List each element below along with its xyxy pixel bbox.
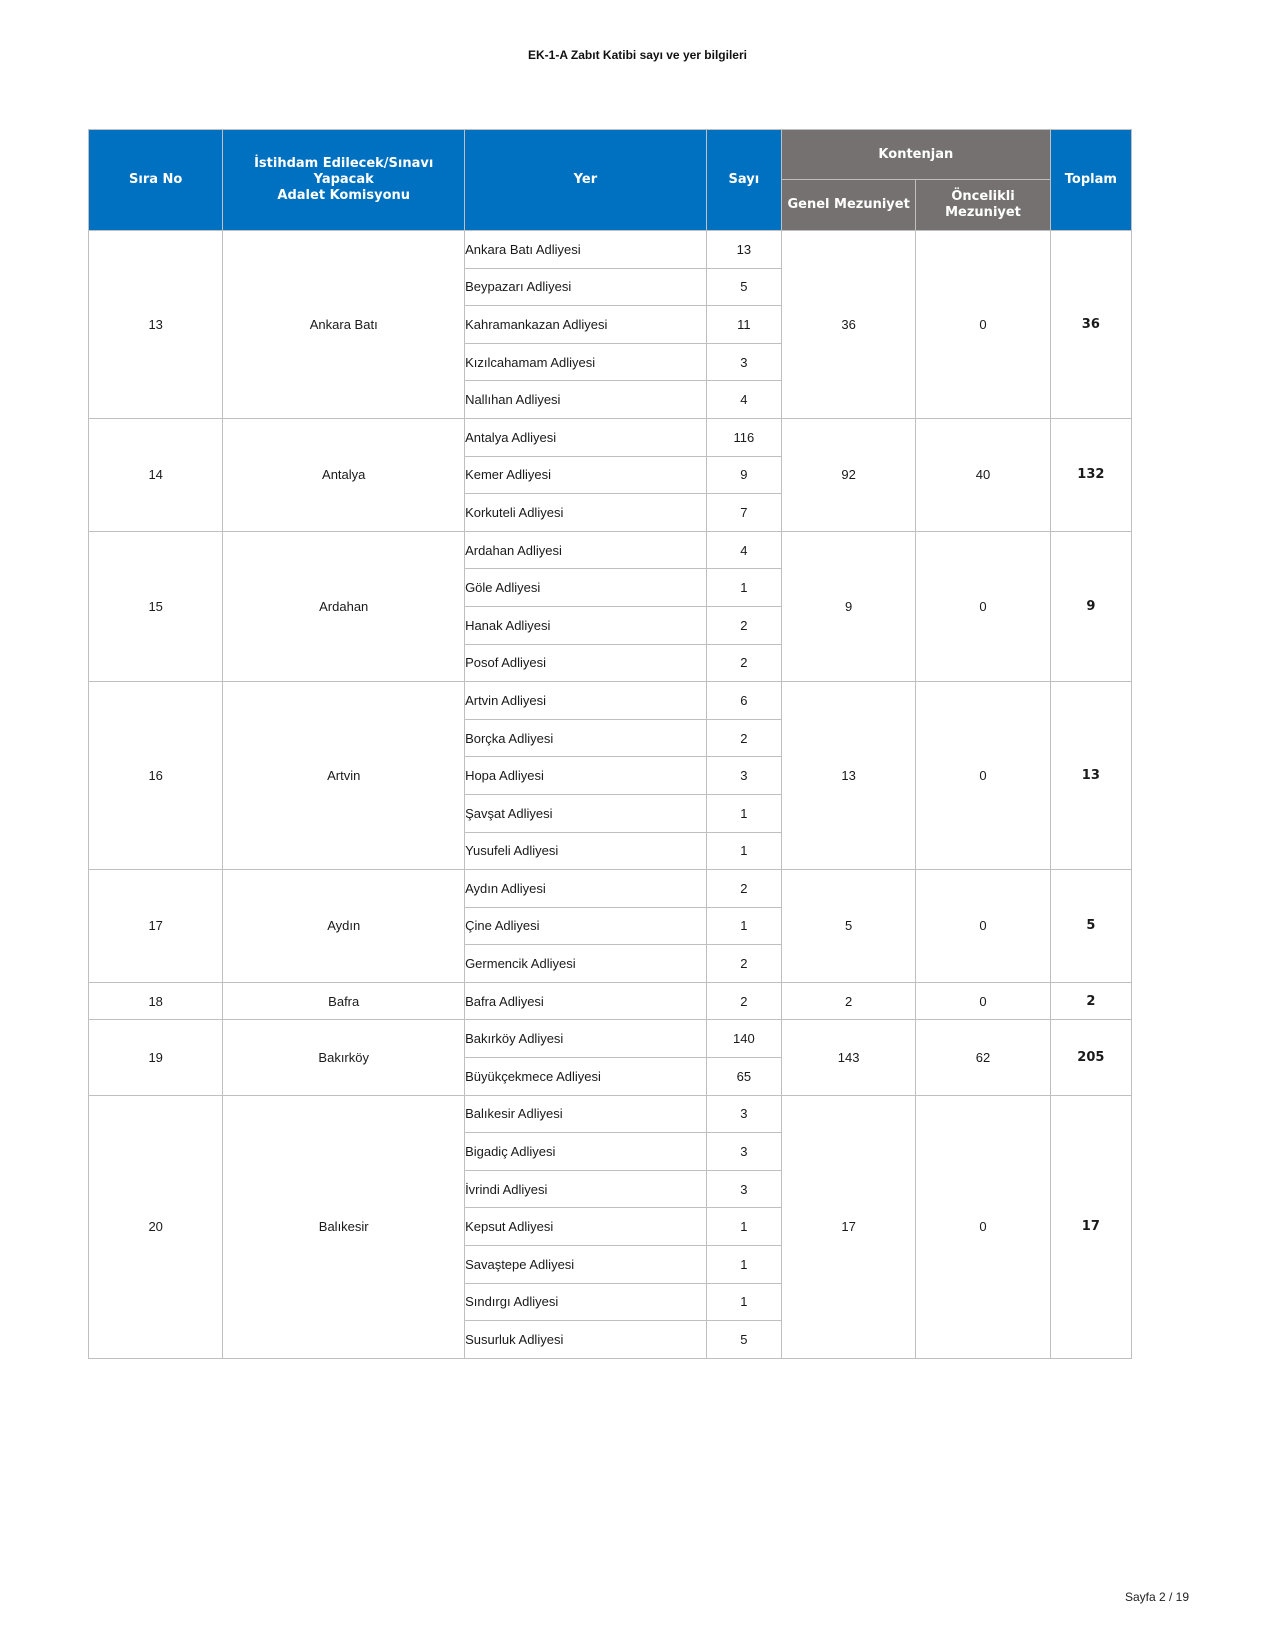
- sayi-cell: 1: [706, 794, 781, 832]
- toplam-cell: 132: [1050, 418, 1131, 531]
- yer-cell: İvrindi Adliyesi: [465, 1170, 707, 1208]
- oncelikli-mezuniyet-cell: 0: [916, 870, 1050, 983]
- komisyon-cell: Aydın: [223, 870, 465, 983]
- page-number: Sayfa 2 / 19: [1124, 1590, 1189, 1604]
- sayi-cell: 5: [706, 1321, 781, 1359]
- sayi-cell: 2: [706, 945, 781, 983]
- genel-mezuniyet-cell: 17: [781, 1095, 915, 1358]
- page-title: EK-1-A Zabıt Katibi sayı ve yer bilgileri: [528, 48, 747, 62]
- sira-no-cell: 17: [89, 870, 223, 983]
- header-komisyon: [223, 130, 465, 231]
- header-komisyon-line-1: İstihdam Edilecek/Sınavı: [254, 156, 434, 171]
- yer-cell: Şavşat Adliyesi: [465, 794, 707, 832]
- header-oncelikli-line-1: Öncelikli: [951, 189, 1015, 204]
- header-komisyon-line-3: Adalet Komisyonu: [277, 188, 411, 203]
- sayi-cell: 1: [706, 569, 781, 607]
- sayi-cell: 3: [706, 1133, 781, 1171]
- yer-cell: Germencik Adliyesi: [465, 945, 707, 983]
- komisyon-cell: Balıkesir: [223, 1095, 465, 1358]
- oncelikli-mezuniyet-cell: 40: [916, 418, 1050, 531]
- yer-cell: Çine Adliyesi: [465, 907, 707, 945]
- komisyon-cell: Antalya: [223, 418, 465, 531]
- oncelikli-mezuniyet-cell: 0: [916, 982, 1050, 1020]
- yer-cell: Hopa Adliyesi: [465, 757, 707, 795]
- sayi-cell: 1: [706, 907, 781, 945]
- sayi-cell: 2: [706, 719, 781, 757]
- sayi-cell: 65: [706, 1058, 781, 1096]
- header-sayi: Sayı: [706, 130, 781, 231]
- header-sira-no: Sıra No: [89, 130, 223, 231]
- table-row: [89, 682, 1132, 720]
- table-row: [89, 231, 1132, 269]
- toplam-cell: 17: [1050, 1095, 1131, 1358]
- sira-no-cell: 15: [89, 531, 223, 681]
- sira-no-cell: 20: [89, 1095, 223, 1358]
- genel-mezuniyet-cell: 2: [781, 982, 915, 1020]
- oncelikli-mezuniyet-cell: 0: [916, 1095, 1050, 1358]
- yer-cell: Göle Adliyesi: [465, 569, 707, 607]
- table-row: [89, 1095, 1132, 1133]
- sayi-cell: 1: [706, 1283, 781, 1321]
- genel-mezuniyet-cell: 36: [781, 231, 915, 419]
- oncelikli-mezuniyet-cell: 0: [916, 531, 1050, 681]
- yer-cell: Kahramankazan Adliyesi: [465, 306, 707, 344]
- yer-cell: Sındırgı Adliyesi: [465, 1283, 707, 1321]
- yer-cell: Borçka Adliyesi: [465, 719, 707, 757]
- table-row: [89, 982, 1132, 1020]
- yer-cell: Kepsut Adliyesi: [465, 1208, 707, 1246]
- toplam-cell: 36: [1050, 231, 1131, 419]
- yer-cell: Susurluk Adliyesi: [465, 1321, 707, 1359]
- sayi-cell: 11: [706, 306, 781, 344]
- header-yer: Yer: [465, 130, 707, 231]
- yer-cell: Savaştepe Adliyesi: [465, 1246, 707, 1284]
- genel-mezuniyet-cell: 5: [781, 870, 915, 983]
- sira-no-cell: 18: [89, 982, 223, 1020]
- yer-cell: Balıkesir Adliyesi: [465, 1095, 707, 1133]
- sayi-cell: 7: [706, 494, 781, 532]
- header-komisyon-line-2: Yapacak: [313, 172, 374, 187]
- oncelikli-mezuniyet-cell: 62: [916, 1020, 1050, 1095]
- yer-cell: Antalya Adliyesi: [465, 418, 707, 456]
- yer-cell: Bigadiç Adliyesi: [465, 1133, 707, 1171]
- sayi-cell: 140: [706, 1020, 781, 1058]
- table-row: [89, 418, 1132, 456]
- genel-mezuniyet-cell: 13: [781, 682, 915, 870]
- header-oncelikli-line-2: Mezuniyet: [945, 205, 1021, 220]
- yer-cell: Bakırköy Adliyesi: [465, 1020, 707, 1058]
- yer-cell: Posof Adliyesi: [465, 644, 707, 682]
- yer-cell: Hanak Adliyesi: [465, 606, 707, 644]
- table-row: [89, 870, 1132, 908]
- oncelikli-mezuniyet-cell: 0: [916, 682, 1050, 870]
- sira-no-cell: 14: [89, 418, 223, 531]
- header-kontenjan: Kontenjan: [781, 130, 1050, 180]
- sayi-cell: 1: [706, 1246, 781, 1284]
- sayi-cell: 2: [706, 606, 781, 644]
- yer-cell: Kemer Adliyesi: [465, 456, 707, 494]
- sayi-cell: 5: [706, 268, 781, 306]
- toplam-cell: 205: [1050, 1020, 1131, 1095]
- yer-cell: Beypazarı Adliyesi: [465, 268, 707, 306]
- sayi-cell: 1: [706, 1208, 781, 1246]
- position-table: [88, 129, 1132, 1359]
- header-toplam: Toplam: [1050, 130, 1131, 231]
- toplam-cell: 9: [1050, 531, 1131, 681]
- sayi-cell: 4: [706, 381, 781, 419]
- toplam-cell: 13: [1050, 682, 1131, 870]
- sayi-cell: 4: [706, 531, 781, 569]
- sayi-cell: 2: [706, 870, 781, 908]
- sayi-cell: 6: [706, 682, 781, 720]
- yer-cell: Ardahan Adliyesi: [465, 531, 707, 569]
- toplam-cell: 2: [1050, 982, 1131, 1020]
- sira-no-cell: 16: [89, 682, 223, 870]
- yer-cell: Büyükçekmece Adliyesi: [465, 1058, 707, 1096]
- komisyon-cell: Ankara Batı: [223, 231, 465, 419]
- table-row: [89, 1020, 1132, 1058]
- sayi-cell: 116: [706, 418, 781, 456]
- yer-cell: Ankara Batı Adliyesi: [465, 231, 707, 269]
- komisyon-cell: Bakırköy: [223, 1020, 465, 1095]
- sayi-cell: 3: [706, 1170, 781, 1208]
- sayi-cell: 2: [706, 982, 781, 1020]
- yer-cell: Kızılcahamam Adliyesi: [465, 343, 707, 381]
- header-genel-mezuniyet: Genel Mezuniyet: [781, 180, 915, 231]
- sayi-cell: 9: [706, 456, 781, 494]
- genel-mezuniyet-cell: 9: [781, 531, 915, 681]
- komisyon-cell: Bafra: [223, 982, 465, 1020]
- sayi-cell: 1: [706, 832, 781, 870]
- sira-no-cell: 13: [89, 231, 223, 419]
- komisyon-cell: Artvin: [223, 682, 465, 870]
- genel-mezuniyet-cell: 92: [781, 418, 915, 531]
- oncelikli-mezuniyet-cell: 0: [916, 231, 1050, 419]
- yer-cell: Bafra Adliyesi: [465, 982, 707, 1020]
- sayi-cell: 3: [706, 343, 781, 381]
- sayi-cell: 2: [706, 644, 781, 682]
- yer-cell: Aydın Adliyesi: [465, 870, 707, 908]
- toplam-cell: 5: [1050, 870, 1131, 983]
- header-oncelikli-mezuniyet: [916, 180, 1050, 231]
- genel-mezuniyet-cell: 143: [781, 1020, 915, 1095]
- sayi-cell: 3: [706, 757, 781, 795]
- komisyon-cell: Ardahan: [223, 531, 465, 681]
- sayi-cell: 3: [706, 1095, 781, 1133]
- yer-cell: Nallıhan Adliyesi: [465, 381, 707, 419]
- table-body: [89, 231, 1132, 1359]
- sayi-cell: 13: [706, 231, 781, 269]
- yer-cell: Yusufeli Adliyesi: [465, 832, 707, 870]
- yer-cell: Artvin Adliyesi: [465, 682, 707, 720]
- sira-no-cell: 19: [89, 1020, 223, 1095]
- table-row: [89, 531, 1132, 569]
- yer-cell: Korkuteli Adliyesi: [465, 494, 707, 532]
